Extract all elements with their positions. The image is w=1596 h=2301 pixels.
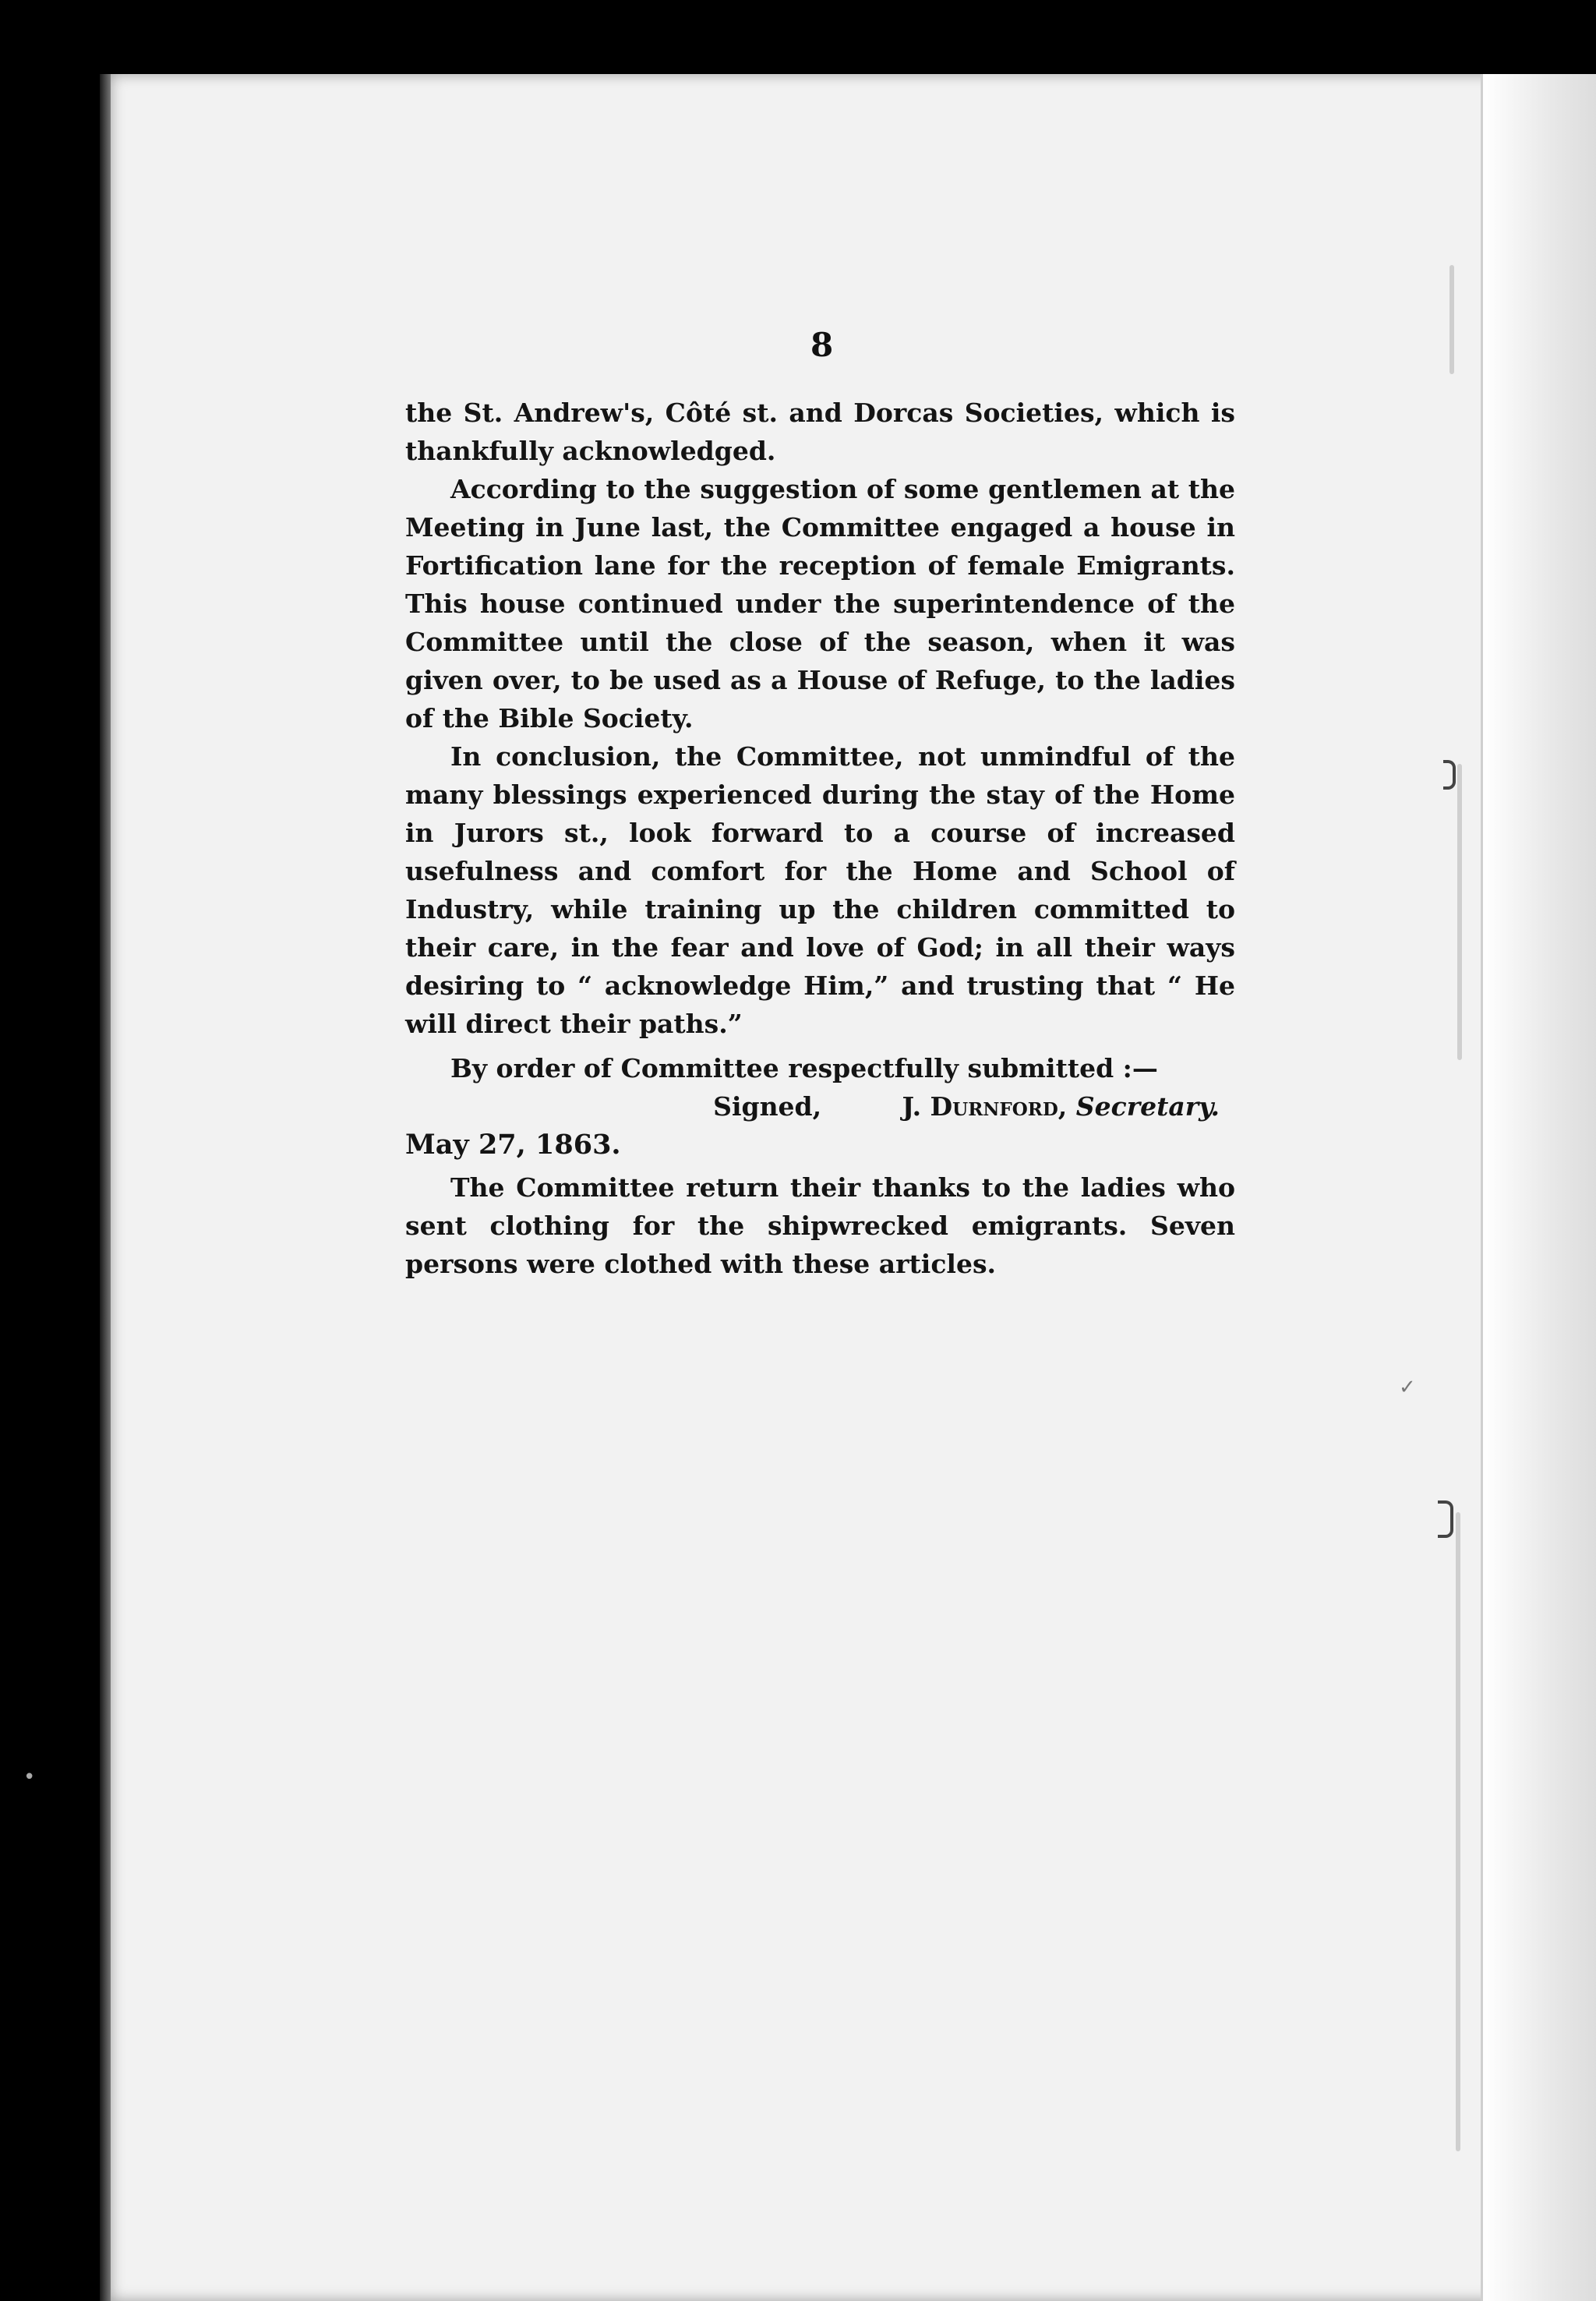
edge-mark (1449, 265, 1454, 374)
speck-mark: • (23, 1766, 36, 1789)
document-body (405, 394, 1235, 1283)
signed-label: Signed, (713, 1091, 822, 1122)
paragraph: In conclusion, the Committee, not unmindful of the many blessings experienced during the stay of the Home in Jurors st., look forward to a course of increased usefulness and comfort for the Home and School of Industry, while training up the children committed to their care, in the fear and love of God; in all their ways desiring to “ acknowledge Him,” and trusting that “ He will direct their paths.” (405, 741, 1235, 1039)
paragraph: the St. Andrew's, Côté st. and Dorcas Societies, which is thankfully acknowledged. (405, 398, 1235, 466)
postscript: The Committee return their thanks to the ladies who sent clothing for the shipwrecked emigrants. Seven persons were clothed with these articles. (405, 1172, 1235, 1279)
page-number: 8 (810, 326, 834, 364)
folded-page-edge (1481, 74, 1596, 2301)
signature-line (405, 1087, 1235, 1126)
clip-mark (1443, 760, 1456, 790)
scanner-background (0, 0, 1596, 74)
page-binding-edge (100, 74, 111, 2301)
date: May 27, 1863. (405, 1129, 621, 1161)
edge-mark (1457, 764, 1462, 1060)
signatory-title: Secretary. (1075, 1091, 1220, 1122)
paragraph: According to the suggestion of some gentlemen at the Meeting in June last, the Committee engaged a house in Fortification lane for the reception of female Emigrants. This house continued under the superintendence of the Committee until the close of the season, when it was given over, to be used as a House of Refuge, to the ladies of the Bible Society. (405, 474, 1235, 733)
speck-mark: ✓ (1399, 1376, 1416, 1399)
paragraph: By order of Committee respectfully submitted :— (450, 1053, 1158, 1083)
signatory-name: J. Durnford, (902, 1091, 1068, 1122)
edge-mark (1456, 1512, 1460, 2151)
clip-mark (1438, 1500, 1453, 1538)
